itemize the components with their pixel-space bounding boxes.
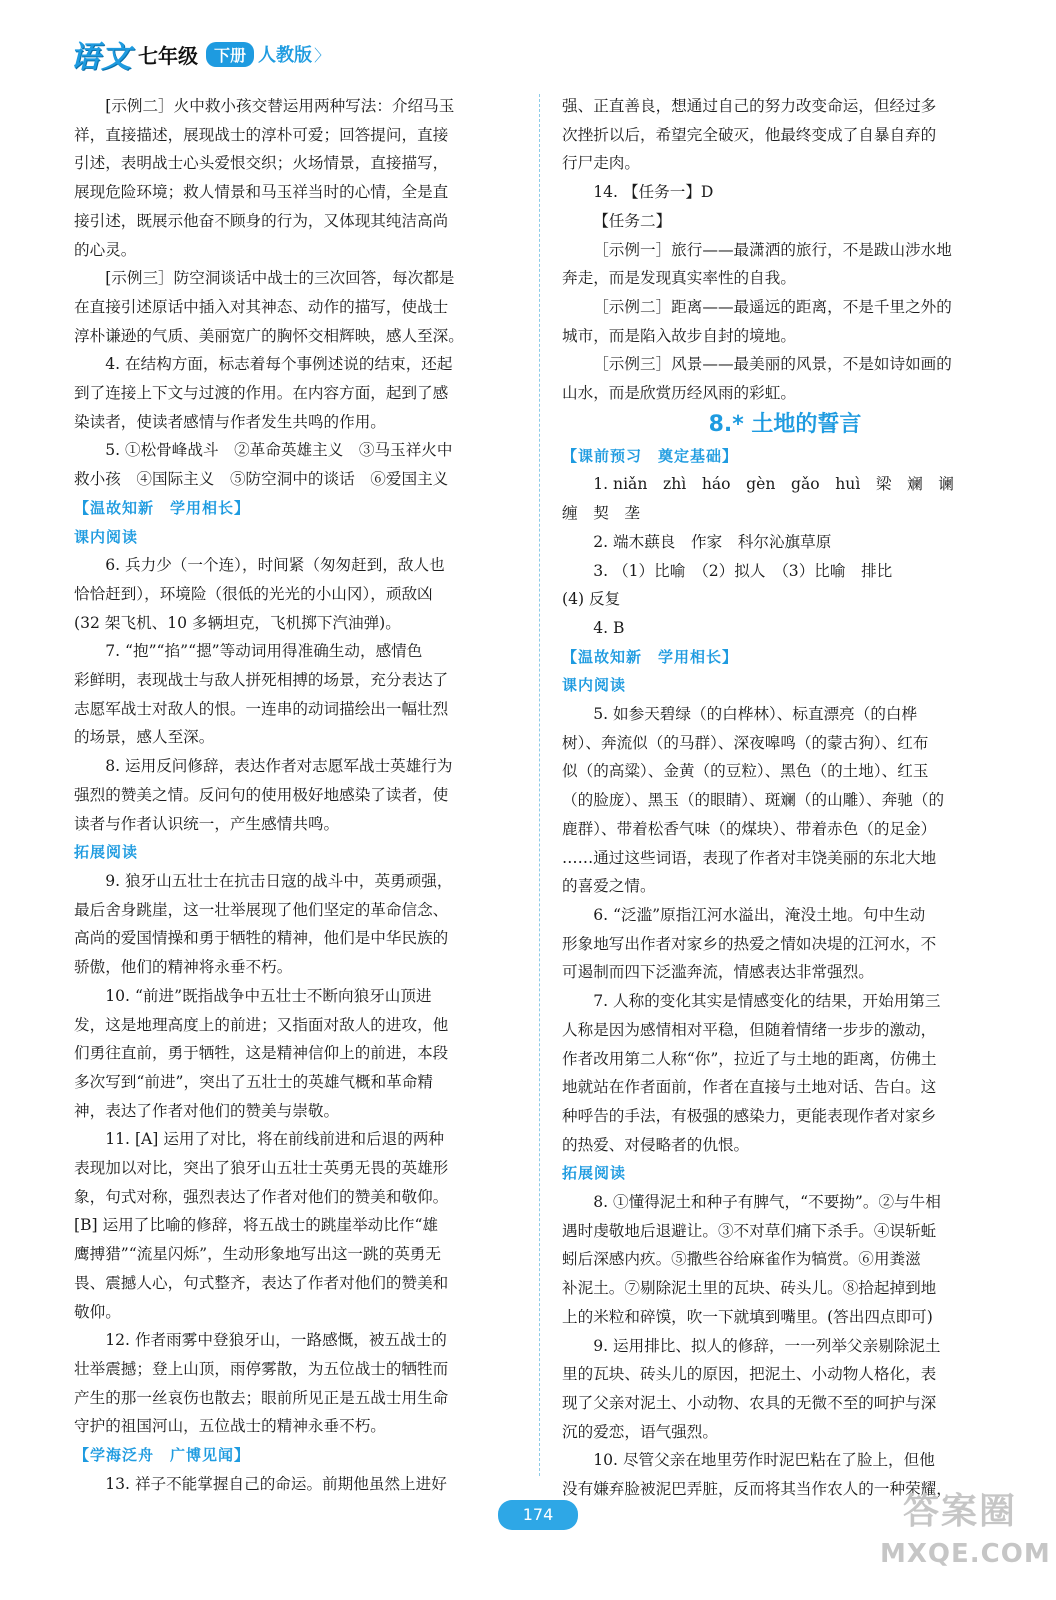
section-heading-inclass: 课内阅读 bbox=[562, 676, 627, 695]
answer-7 bbox=[74, 637, 516, 752]
section-heading-review: 【温故知新 学用相长】 bbox=[74, 498, 251, 517]
answer-8 bbox=[74, 752, 516, 838]
text-line: 表现加以对比，突出了狼牙山五壮士英勇无畏的英雄形 bbox=[74, 1159, 449, 1178]
text-line: 展现危险环境；救人情景和马玉祥当时的心情，全是直 bbox=[74, 183, 449, 202]
answer-14-example-3 bbox=[562, 350, 1008, 407]
text-line: [B] 运用了比喻的修辞，将五战士的跳崖举动比作“雄 bbox=[74, 1216, 439, 1235]
text-line: 的场景，感人至深。 bbox=[74, 728, 215, 747]
text-line: (4) 反复 bbox=[562, 590, 621, 609]
edition-label: 人教版 bbox=[258, 45, 313, 66]
answer-12 bbox=[74, 1326, 516, 1441]
text-line: 次挫折以后，希望完全破灭，他最终变成了自暴自弃的 bbox=[562, 125, 937, 144]
text-line: 鹰搏猎”“流星闪烁”，生动形象地写出这一跳的英勇无 bbox=[74, 1245, 441, 1264]
text-line: [示例三］防空洞谈话中战士的三次回答，每次都是 bbox=[105, 269, 455, 288]
text-line: 现了父亲对泥土、小动物、农具的无微不至的呵护与深 bbox=[562, 1393, 937, 1412]
text-line: 最后舍身跳崖，这一壮举展现了他们坚定的革命信念、 bbox=[74, 900, 449, 919]
answer-14-task-1: 14. 【任务一】D bbox=[593, 183, 714, 202]
text-line: 彩鲜明，表现战士与敌人拼死相搏的场景，充分表达了 bbox=[74, 671, 449, 690]
text-line: 沉的爱恋，语气强烈。 bbox=[562, 1422, 718, 1441]
section-heading-review: 【温故知新 学用相长】 bbox=[562, 647, 739, 666]
left-column bbox=[74, 92, 516, 1498]
text-line: 地就站在作者面前，作者在直接与土地对话、告白。这 bbox=[562, 1078, 937, 1097]
text-line: 没有嫌弃脸被泥巴弄脏，反而将其当作农人的一种荣耀， bbox=[562, 1480, 952, 1499]
text-line: （的脸庞）、黑玉（的眼睛）、斑斓（的山雕）、奔驰（的 bbox=[562, 791, 945, 810]
text-line: 到了连接上下文与过渡的作用。在内容方面，起到了感 bbox=[74, 384, 449, 403]
answer-11 bbox=[74, 1125, 516, 1326]
right-column bbox=[562, 92, 1008, 1504]
answer-4: 4. B bbox=[593, 618, 625, 637]
text-line: 10. 尽管父亲在地里劳作时泥巴粘在了脸上，但他 bbox=[593, 1451, 935, 1470]
text-line: 的热爱、对侵略者的仇恨。 bbox=[562, 1135, 750, 1154]
subject-logo: 语文 bbox=[70, 40, 132, 75]
answer-3 bbox=[562, 557, 1008, 614]
text-line: 里的瓦块、砖头儿的原因，把泥土、小动物人格化，表 bbox=[562, 1365, 937, 1384]
text-line: 象，句式对称，强烈表达了作者对他们的赞美和敬仰。 bbox=[74, 1187, 449, 1206]
text-line: 8. 运用反问修辞，表达作者对志愿军战士英雄行为 bbox=[105, 757, 453, 776]
text-line: 上的米粒和碎馍，吹一下就填到嘴里。(答出四点即可) bbox=[562, 1307, 933, 1326]
answer-2: 2. 端木蕻良 作家 科尔沁旗草原 bbox=[593, 532, 832, 551]
text-line: 产生的那一丝哀伤也散去；眼前所见正是五战士用生命 bbox=[74, 1388, 449, 1407]
chevron-right-icon: 〉 bbox=[314, 45, 331, 65]
text-line: 6. 兵力少（一个连），时间紧（匆匆赶到，敌人也 bbox=[105, 556, 445, 575]
text-line: 发，这是地理高度上的前进；又指面对敌人的进攻，他 bbox=[74, 1015, 449, 1034]
lesson-title: 8.* 土地的誓言 bbox=[708, 411, 862, 437]
text-line: 7. “抱”“掐”“摁”等动词用得准确生动，感情色 bbox=[105, 642, 423, 661]
answer-example-3 bbox=[74, 264, 516, 350]
answer-1 bbox=[562, 470, 1008, 527]
text-line: 救小孩 ④国际主义 ⑤防空洞中的谈话 ⑥爱国主义 bbox=[74, 470, 449, 489]
answer-6 bbox=[74, 551, 516, 637]
text-line: 行尸走肉。 bbox=[562, 154, 640, 173]
answer-8 bbox=[562, 1188, 1008, 1332]
text-line: 可遏制而四下泛滥奔流，情感表达非常强烈。 bbox=[562, 963, 874, 982]
text-line: 引述，表明战士心头爱恨交织；火场情景，直接描写， bbox=[74, 154, 449, 173]
text-line: 祥，直接描述，展现战士的淳朴可爱；回答提问，直接 bbox=[74, 125, 449, 144]
text-line: 种呼告的手法，有极强的感染力，更能表现作者对家乡 bbox=[562, 1106, 937, 1125]
text-line: 奔走，而是发现真实率性的自我。 bbox=[562, 269, 796, 288]
text-line: 恰恰赶到），环境险（很低的光光的小山冈），顽敌凶 bbox=[74, 584, 433, 603]
text-line: 志愿军战士对敌人的恨。一连串的动词描绘出一幅壮烈 bbox=[74, 699, 449, 718]
text-line: ［示例一］旅行——最潇洒的旅行，不是跋山涉水地 bbox=[593, 240, 952, 259]
text-line: 敬仰。 bbox=[74, 1302, 121, 1321]
answer-7 bbox=[562, 987, 1008, 1159]
text-line: 骄傲，他们的精神将永垂不朽。 bbox=[74, 958, 293, 977]
text-line: 在直接引述原话中插入对其神态、动作的描写，使战士 bbox=[74, 297, 449, 316]
text-line: 神，表达了作者对他们的赞美与崇敬。 bbox=[74, 1101, 340, 1120]
answer-13-continued bbox=[562, 92, 1008, 178]
text-line: 形象地写出作者对家乡的热爱之情如决堤的江河水，不 bbox=[562, 934, 937, 953]
answer-9 bbox=[74, 867, 516, 982]
text-line: ［示例二］距离——最遥远的距离，不是千里之外的 bbox=[593, 297, 952, 316]
text-line: 1. niǎn zhì háo gèn gǎo huì 梁 斓 谰 bbox=[593, 475, 954, 494]
text-line: 高尚的爱国情操和勇于牺牲的精神，他们是中华民族的 bbox=[74, 929, 449, 948]
text-line: 畏、震撼人心，句式整齐，表达了作者对他们的赞美和 bbox=[74, 1273, 449, 1292]
section-heading-extended: 拓展阅读 bbox=[74, 843, 139, 862]
text-line: 染读者，使读者感情与作者发生共鸣的作用。 bbox=[74, 412, 386, 431]
watermark-bottom: MXQE.COM bbox=[880, 1539, 1051, 1569]
text-line: 5. 如参天碧绿（的白桦林）、标直漂亮（的白桦 bbox=[593, 705, 918, 724]
text-line: 遇时虔敬地后退避让。③不对草们痛下杀手。④误斩蚯 bbox=[562, 1221, 937, 1240]
watermark-top: 答案圈 bbox=[902, 1491, 1017, 1532]
text-line: 强烈的赞美之情。反问句的使用极好地感染了读者，使 bbox=[74, 785, 449, 804]
text-line: 蚓后深感内疚。⑤撒些谷给麻雀作为犒赏。⑥用粪滋 bbox=[562, 1250, 921, 1269]
answer-9 bbox=[562, 1332, 1008, 1447]
answer-10 bbox=[74, 982, 516, 1126]
text-line: 缠 契 垄 bbox=[562, 504, 640, 523]
text-line: 12. 作者雨雾中登狼牙山，一路感慨，被五战士的 bbox=[105, 1331, 447, 1350]
text-line: [示例二］火中救小孩交替运用两种写法：介绍马玉 bbox=[105, 97, 455, 115]
text-line: 树）、奔流似（的马群）、深夜嗥鸣（的蒙古狗）、红布 bbox=[562, 733, 929, 752]
text-line: 人称是因为感情相对平稳，但随着情绪一步步的激动， bbox=[562, 1020, 937, 1039]
section-heading-inclass: 课内阅读 bbox=[74, 527, 139, 546]
text-line: 强、正直善良，想通过自己的努力改变命运，但经过多 bbox=[562, 97, 937, 115]
text-line: 5. ①松骨峰战斗 ②革命英雄主义 ③马玉祥火中 bbox=[105, 441, 453, 460]
text-line: 8. ①懂得泥土和种子有脾气，“不要拗”。②与牛相 bbox=[593, 1193, 941, 1212]
text-line: 淳朴谦逊的气质、美丽宽广的胸怀交相辉映，感人至深。 bbox=[74, 326, 464, 345]
text-line: 山水，而是欣赏历经风雨的彩虹。 bbox=[562, 384, 796, 403]
answer-5 bbox=[562, 700, 1008, 901]
text-line: 作者改用第二人称“你”，拉近了与土地的距离，仿佛土 bbox=[562, 1049, 937, 1068]
column-divider bbox=[539, 94, 540, 1476]
text-line: 多次写到“前进”，突出了五壮士的英雄气概和革命精 bbox=[74, 1072, 434, 1091]
answer-4 bbox=[74, 350, 516, 436]
answer-14-task-2: 【任务二】 bbox=[593, 211, 672, 230]
text-line: 7. 人称的变化其实是情感变化的结果，开始用第三 bbox=[593, 992, 941, 1011]
answer-14-example-2 bbox=[562, 293, 1008, 350]
answer-14-example-1 bbox=[562, 236, 1008, 293]
text-line: 的心灵。 bbox=[74, 240, 137, 259]
page-number: 174 bbox=[498, 1500, 578, 1530]
grade-label: 七年级 bbox=[138, 43, 198, 68]
text-line: 10. “前进”既指战争中五壮士不断向狼牙山顶进 bbox=[105, 986, 432, 1005]
book-header bbox=[70, 34, 330, 74]
text-line: 的喜爱之情。 bbox=[562, 877, 656, 896]
text-line: 11. [A] 运用了对比，将在前线前进和后退的两种 bbox=[105, 1130, 445, 1149]
text-line: ［示例三］风景——最美丽的风景，不是如诗如画的 bbox=[593, 355, 952, 374]
text-line: 6. “泛滥”原指江河水溢出，淹没土地。句中生动 bbox=[593, 905, 926, 924]
text-line: 13. 祥子不能掌握自己的命运。前期他虽然上进好 bbox=[105, 1474, 447, 1493]
watermark bbox=[880, 1488, 1051, 1588]
text-line: 守护的祖国河山，五位战士的精神永垂不朽。 bbox=[74, 1417, 386, 1436]
text-line: 9. 狼牙山五壮士在抗击日寇的战斗中，英勇顽强， bbox=[105, 871, 453, 890]
text-line: ……通过这些词语，表现了作者对丰饶美丽的东北大地 bbox=[562, 848, 937, 867]
section-heading-sea: 【学海泛舟 广博见闻】 bbox=[74, 1446, 251, 1465]
section-heading-preview: 【课前预习 奠定基础】 bbox=[562, 446, 739, 465]
text-line: 读者与作者认识统一，产生感情共鸣。 bbox=[74, 814, 340, 833]
text-line: 鹿群）、带着松香气味（的煤块）、带着赤色（的足金） bbox=[562, 819, 937, 838]
text-line: 4. 在结构方面，标志着每个事例述说的结束，还起 bbox=[105, 355, 453, 374]
text-line: 们勇往直前，勇于牺牲，这是精神信仰上的前进，本段 bbox=[74, 1044, 449, 1063]
answer-example-2 bbox=[74, 92, 516, 264]
text-line: 补泥土。⑦剔除泥土里的瓦块、砖头儿。⑧拾起掉到地 bbox=[562, 1279, 937, 1298]
text-line: 城市，而是陷入故步自封的境地。 bbox=[562, 326, 796, 345]
text-line: 接引述，既展示他奋不顾身的行为，又体现其纯洁高尚 bbox=[74, 211, 449, 230]
text-line: 9. 运用排比、拟人的修辞，一一列举父亲剔除泥土 bbox=[593, 1336, 941, 1355]
volume-badge: 下册 bbox=[206, 42, 254, 67]
text-line: 似（的高粱）、金黄（的豆粒）、黑色（的土地）、红玉 bbox=[562, 762, 929, 781]
answer-13 bbox=[74, 1470, 516, 1499]
text-line: 3. （1）比喻 （2）拟人 （3）比喻 排比 bbox=[593, 561, 893, 580]
text-line: 壮举震撼；登上山顶，雨停雾散，为五位战士的牺牲而 bbox=[74, 1359, 449, 1378]
answer-5 bbox=[74, 436, 516, 493]
text-line: (32 架飞机、10 多辆坦克，飞机掷下汽油弹)。 bbox=[74, 613, 401, 632]
section-heading-extended: 拓展阅读 bbox=[562, 1164, 627, 1183]
answer-6 bbox=[562, 901, 1008, 987]
